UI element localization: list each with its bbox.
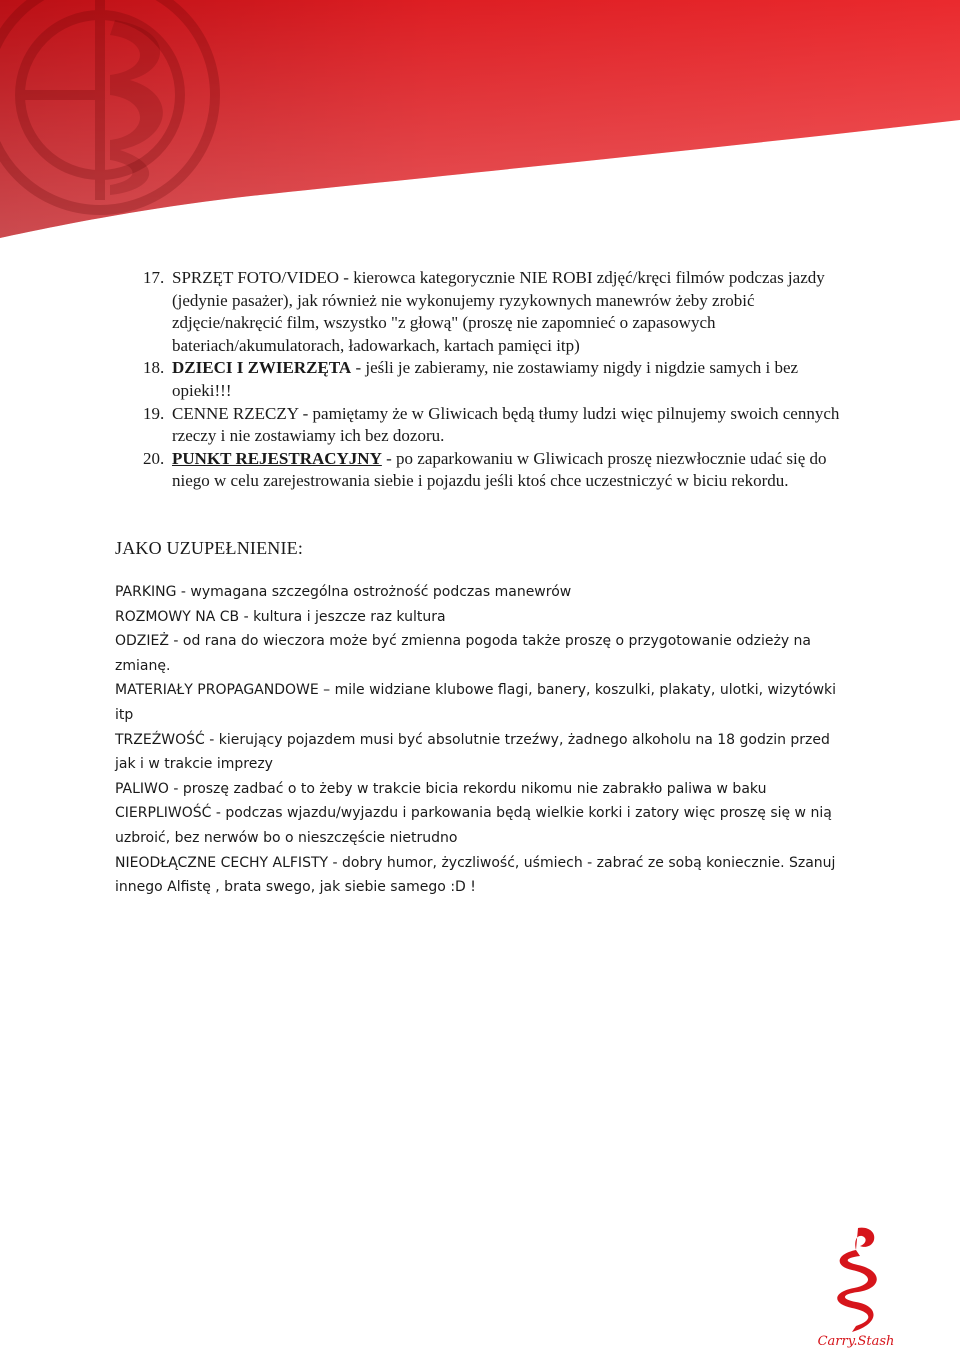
list-item	[143, 357, 843, 402]
list-item	[143, 267, 843, 357]
item-title: CENNE RZECZY	[172, 403, 299, 423]
item-number: 18.	[143, 358, 165, 378]
item-text: - kierowca kategorycznie NIE ROBI zdjęć/kręci filmów podczas jazdy (jedynie pasażer), jak również nie wykonujemy ryzykownych manewrów żeby zrobić zdjęcie/nakręcić film, wszystko "z głową" (proszę nie zapomnieć o zapasowych bateriach/akumulatorach, ładowarkach, kartach pamięci itp)	[172, 268, 825, 355]
item-title: PUNKT REJESTRACYJNY	[172, 448, 382, 468]
club-logo-icon	[806, 1220, 906, 1350]
supplement-list	[115, 580, 850, 900]
supplement-item: TRZEŹWOŚĆ - kierujący pojazdem musi być absolutnie trzeźwy, żadnego alkoholu na 18 godzin przed jak i w trakcie imprezy	[115, 731, 830, 773]
svg-text:Carry.Stash: Carry.Stash	[817, 1334, 895, 1349]
supplement-heading: JAKO UZUPEŁNIENIE:	[115, 538, 304, 558]
supplement-item: MATERIAŁY PROPAGANDOWE – mile widziane klubowe flagi, banery, koszulki, plakaty, ulotki, wizytówki itp	[115, 682, 837, 723]
item-text: - jeśli je zabieramy, nie zostawiamy nigdy i nigdzie samych i bez opieki!!!	[172, 358, 799, 400]
supplement-item: PARKING - wymagana szczególna ostrożność podczas manewrów	[115, 584, 572, 600]
item-number: 20.	[143, 448, 165, 468]
numbered-rules-list	[143, 267, 843, 493]
item-text: - pamiętamy że w Gliwicach będą tłumy ludzi więc pilnujemy swoich cennych rzeczy i nie zostawiamy ich bez dozoru.	[172, 403, 840, 446]
item-text: - po zaparkowaniu w Gliwicach proszę niezwłocznie udać się do niego w celu zarejestrowania siebie i pojazdu jeśli ktoś chce uczestniczyć w biciu rekordu.	[172, 448, 827, 491]
item-number: 17.	[143, 268, 165, 287]
supplement-item: ROZMOWY NA CB - kultura i jeszcze raz kultura	[115, 608, 446, 625]
item-title: DZIECI I ZWIERZĘTA	[172, 358, 352, 378]
item-number: 19.	[143, 403, 165, 423]
supplement-item: PALIWO - proszę zadbać o to żeby w trakcie bicia rekordu nikomu nie zabrakło paliwa w baku	[115, 780, 767, 797]
list-item	[143, 448, 843, 493]
supplement-item: NIEODŁĄCZNE CECHY ALFISTY - dobry humor, życzliwość, uśmiech - zabrać ze sobą koniecznie. Szanuj innego Alfistę , brata swego, jak siebie samego :D !	[115, 854, 836, 896]
list-item	[143, 403, 843, 448]
item-title: SPRZĘT FOTO/VIDEO	[172, 268, 340, 287]
supplement-item: CIERPLIWOŚĆ - podczas wjazdu/wyjazdu i parkowania będą wielkie korki i zatory więc proszę się w nią uzbroić, bez nerwów bo o nieszczęście nietrudno	[115, 805, 832, 846]
supplement-item: ODZIEŻ - od rana do wieczora może być zmienna pogoda także proszę o przygotowanie odzieży na zmianę.	[115, 633, 812, 674]
